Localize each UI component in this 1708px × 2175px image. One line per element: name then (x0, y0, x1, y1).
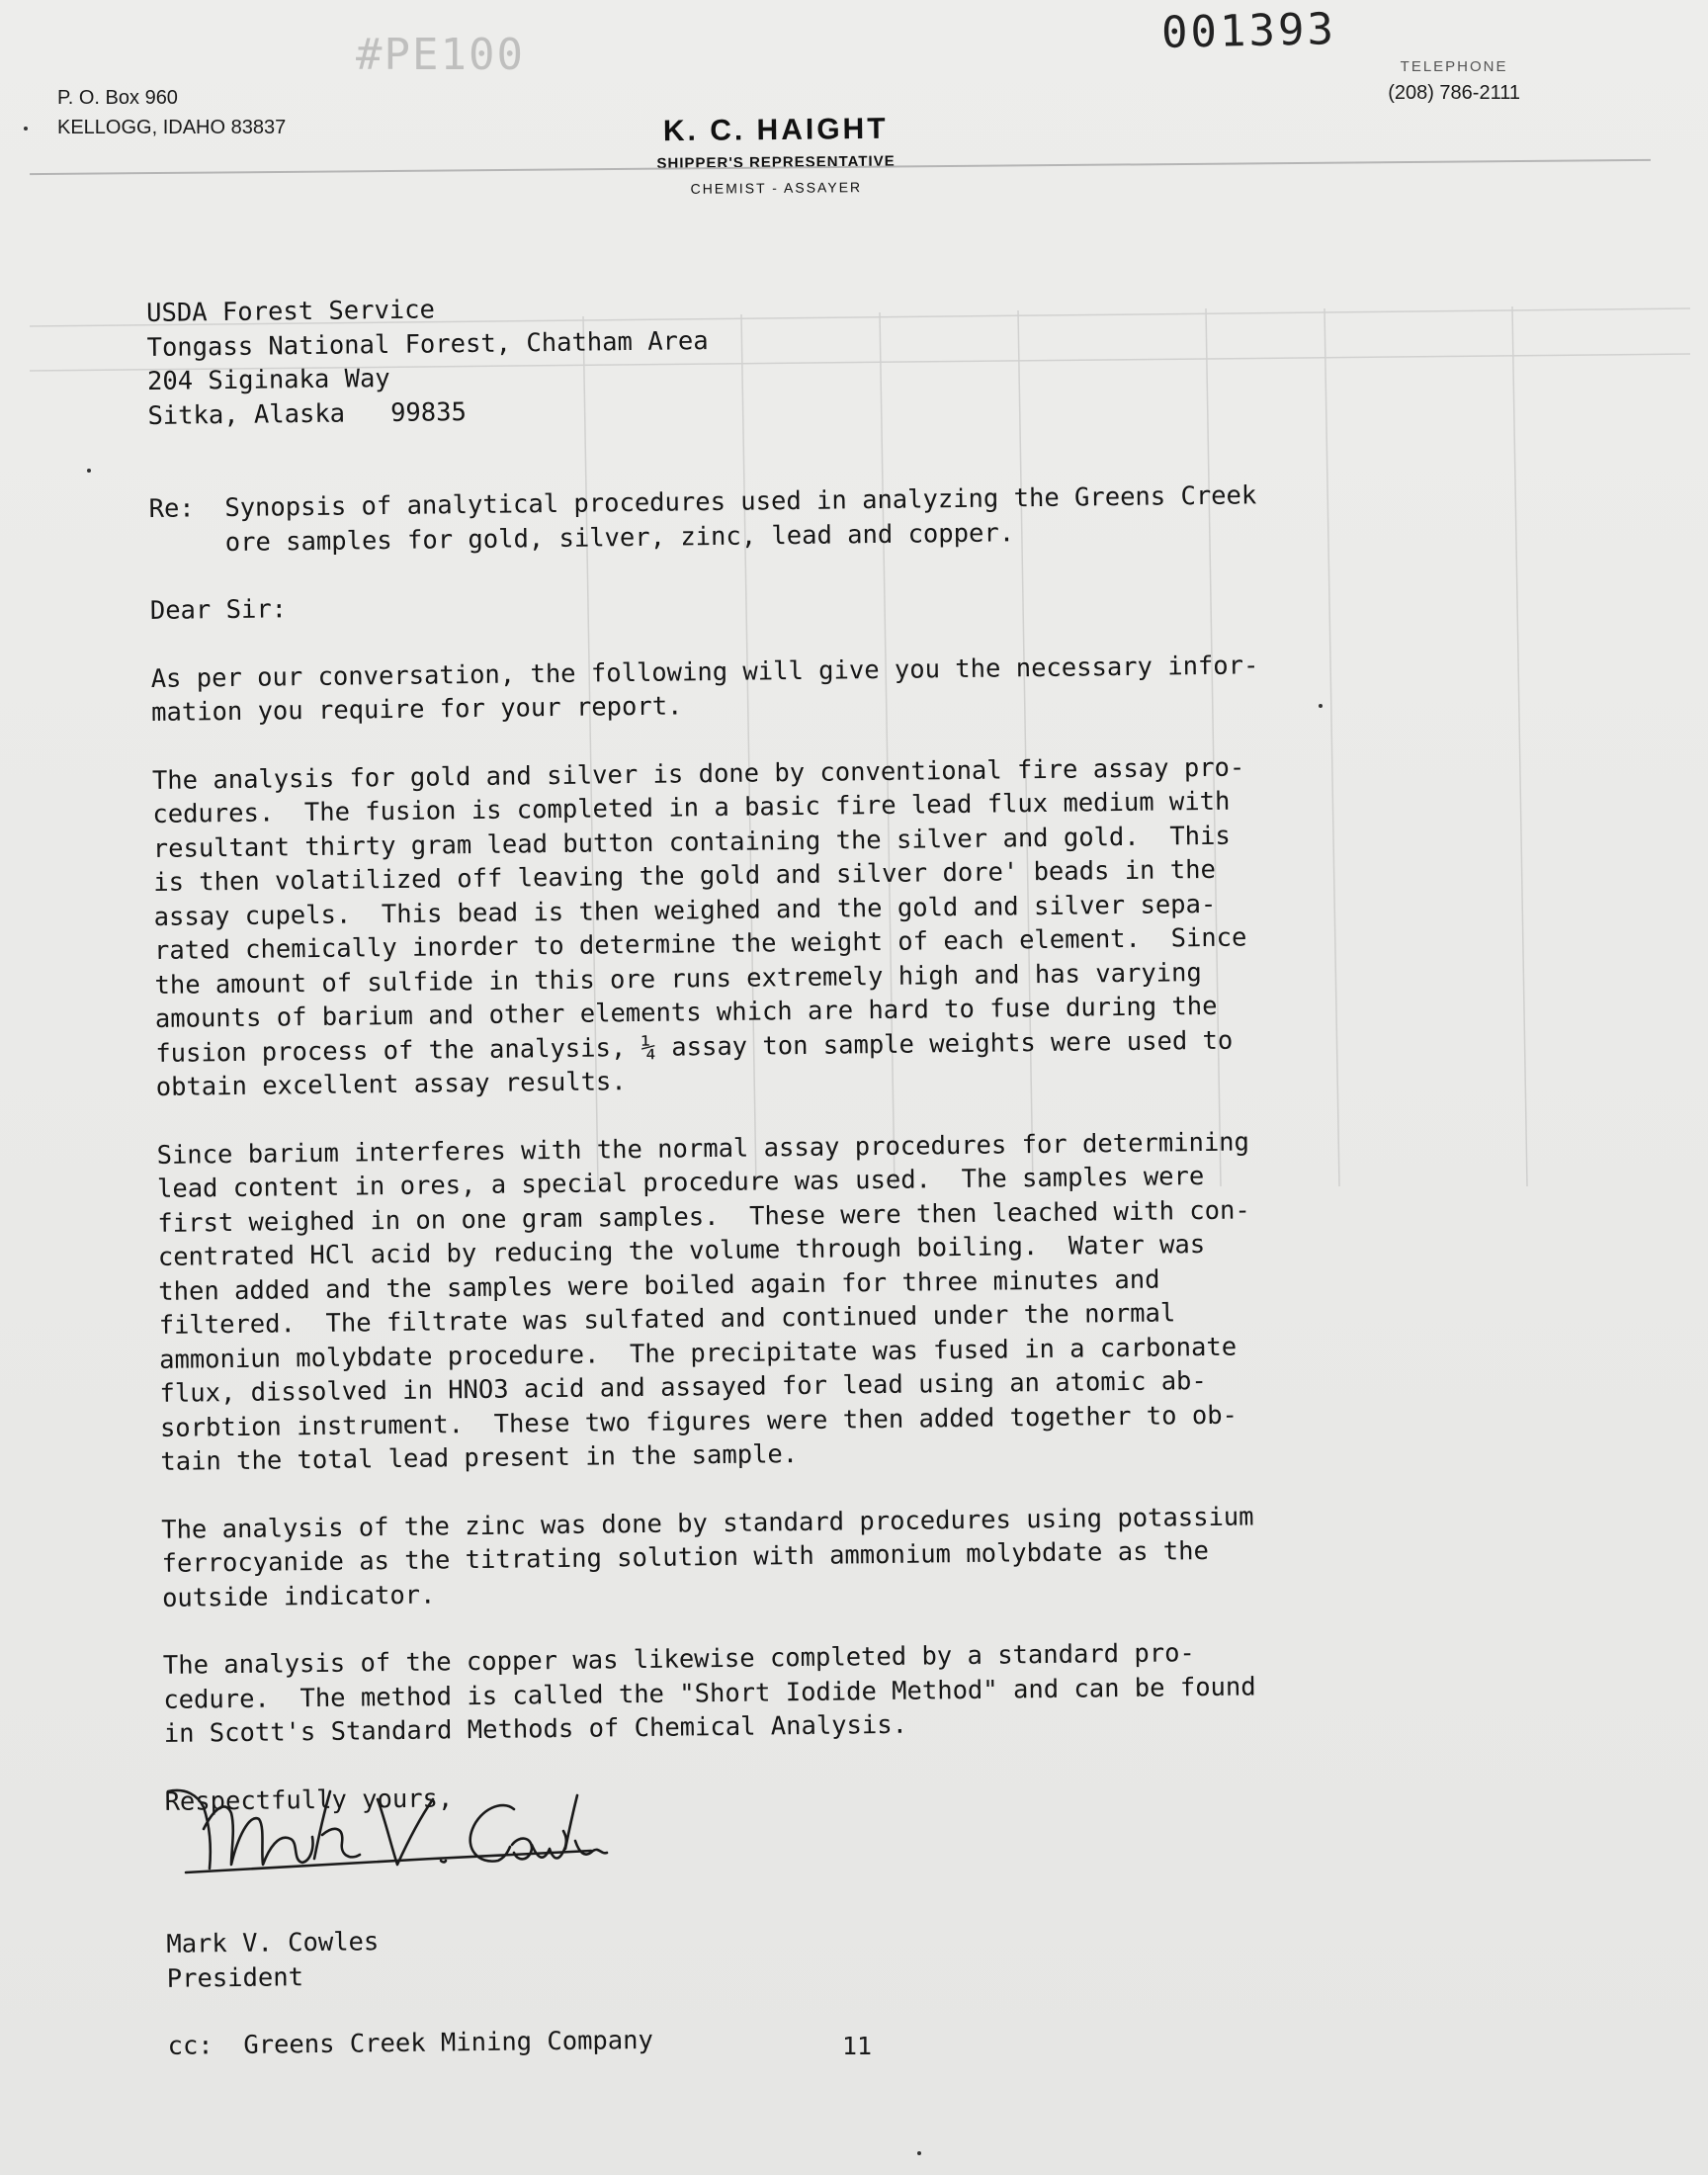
scan-speck (1319, 704, 1323, 708)
paragraph-line: assay cupels. This bead is then weighed and the gold and silver sepa- (153, 889, 1217, 932)
subject-line: Re: Synopsis of analytical procedures used in analyzing the Greens Creek (148, 480, 1257, 524)
letterhead-name: K. C. HAIGHT (662, 112, 889, 148)
letterhead-address (57, 83, 286, 142)
cc-line: cc: Greens Creek Mining Company (167, 2025, 654, 2061)
telephone-number: (208) 786-2111 (1388, 82, 1520, 104)
paragraph-line: The analysis of the copper was likewise completed by a standard pro- (162, 1638, 1195, 1681)
paragraph-line: is then volatilized off leaving the gold and silver dore' beads in the (153, 854, 1217, 898)
letterhead-role-shipper: SHIPPER'S REPRESENTATIVE (656, 152, 896, 173)
paragraph-line: As per our conversation, the following will give you the necessary infor- (150, 650, 1259, 694)
paragraph-line: ferrocyanide as the titrating solution with ammonium molybdate as the (161, 1535, 1210, 1579)
paragraph-line: fusion process of the analysis, ¼ assay ton sample weights were used to (155, 1025, 1234, 1069)
subject-line: ore samples for gold, silver, zinc, lead and copper. (148, 517, 1015, 559)
page-number: 11 (842, 2032, 873, 2060)
closing: Respectfully yours, (164, 1783, 454, 1817)
paragraph-line: The analysis of the zinc was done by standard procedures using potassium (161, 1501, 1254, 1545)
paragraph-line: lead content in ores, a special procedure was used. The samples were (156, 1161, 1205, 1204)
scan-speck (24, 127, 28, 130)
recipient-line: Sitka, Alaska 99835 (147, 396, 468, 431)
paragraph-lead (156, 1123, 1445, 1480)
scan-speck (87, 469, 91, 473)
signer-name: Mark V. Cowles (166, 1927, 380, 1959)
paragraph-line: in Scott's Standard Methods of Chemical Analysis. (163, 1709, 908, 1749)
paragraph-line: obtain excellent assay results. (155, 1067, 627, 1102)
recipient-line: USDA Forest Service (146, 295, 436, 328)
paragraph-line: amounts of barium and other elements which are hard to fuse during the (154, 991, 1218, 1034)
paragraph-line: Since barium interferes with the normal assay procedures for determining (156, 1126, 1250, 1171)
signer-title: President (166, 1961, 304, 1994)
salutation: Dear Sir: (149, 594, 288, 626)
paragraph-line: rated chemically inorder to determine the weight of each element. Since (153, 922, 1247, 966)
paragraph-line: cedures. The fusion is completed in a basic fire lead flux medium with (152, 786, 1231, 829)
paragraph-zinc (161, 1498, 1447, 1615)
paragraph-line: first weighed in on one gram samples. These were then leached with con- (157, 1194, 1250, 1239)
letterhead-role-chemist: CHEMIST - ASSAYER (690, 179, 863, 197)
paragraph-gold-silver (152, 748, 1441, 1105)
recipient-line: 204 Siginaka Way (146, 363, 390, 396)
paragraph-line: then added and the samples were boiled again for three minutes and (158, 1264, 1160, 1307)
paragraph-line: tain the total lead present in the sample. (160, 1439, 799, 1477)
faint-stamp-number: #PE100 (356, 30, 525, 80)
paragraph-line: resultant thirty gram lead button containing the silver and gold. This (152, 821, 1231, 864)
letterhead-telephone (1388, 57, 1520, 109)
handwritten-signature (166, 1770, 611, 1878)
paragraph-line: The analysis for gold and silver is done by conventional fire assay pro- (151, 751, 1245, 796)
paragraph-line: outside indicator. (161, 1580, 436, 1613)
address-line-city: KELLOGG, IDAHO 83837 (57, 117, 287, 138)
document-number: 001393 (1160, 4, 1337, 58)
paragraph-copper (163, 1633, 1449, 1751)
paragraph-line: centrated HCl acid by reducing the volume through boiling. Water was (157, 1229, 1206, 1272)
address-line-po-box: P. O. Box 960 (57, 87, 178, 109)
paragraph-line: cedure. The method is called the "Short Iodide Method" and can be found (163, 1671, 1256, 1715)
paragraph-line: sorbtion instrument. These two figures were then added together to ob- (159, 1400, 1238, 1443)
letterhead-title-block (554, 109, 999, 203)
paragraph-line: the amount of sulfide in this ore runs extremely high and has varying (154, 957, 1202, 1000)
scan-speck (917, 2151, 921, 2155)
recipient-line: Tongass National Forest, Chatham Area (146, 325, 709, 363)
paragraph-line: filtered. The filtrate was sulfated and continued under the normal (158, 1298, 1176, 1341)
paragraph-line: ammoniun molybdate procedure. The precipitate was fused in a carbonate (158, 1332, 1238, 1375)
paragraph-line: flux, dissolved in HNO3 acid and assayed for lead using an atomic ab- (159, 1365, 1207, 1409)
paragraph-line: mation you require for your report. (150, 691, 683, 728)
telephone-label: TELEPHONE (1400, 58, 1508, 75)
recipient-block (146, 281, 1433, 433)
